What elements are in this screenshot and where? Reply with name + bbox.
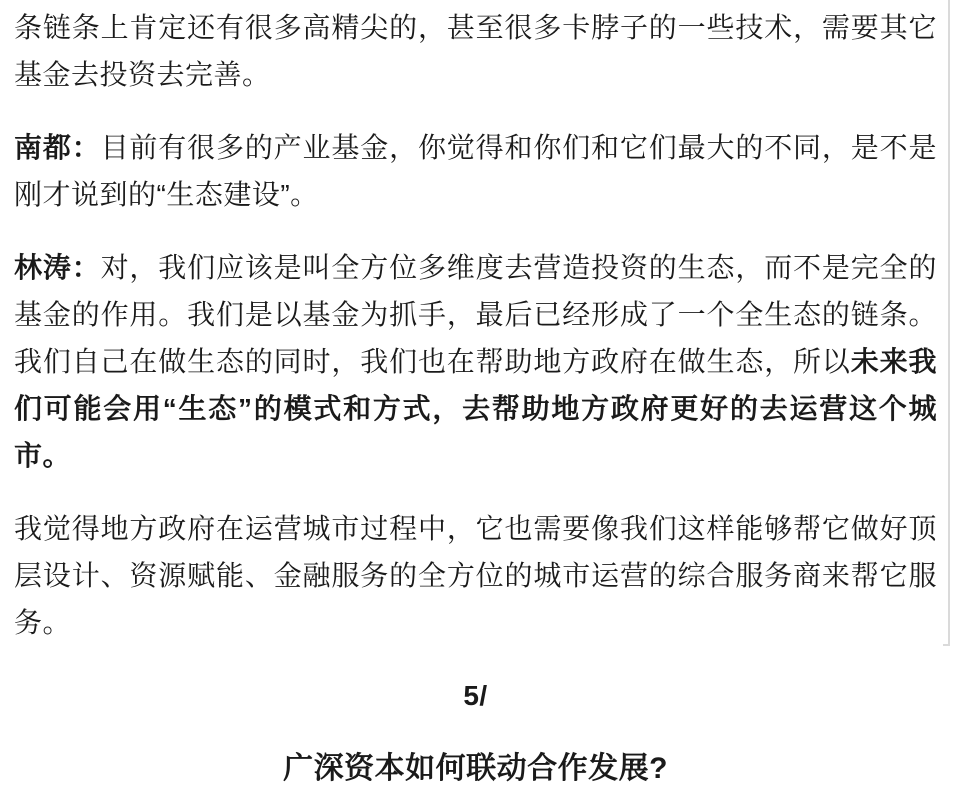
text-run: 我觉得地方政府在运营城市过程中，它也需要像我们这样能够帮它做好顶层设计、资源赋能、金融服务的全方位的城市运营的综合服务商来帮它服务。 <box>14 513 937 638</box>
section-number: 5/ <box>463 680 488 711</box>
article-paragraph <box>14 124 937 218</box>
article-paragraph <box>14 4 937 98</box>
text-run-bold: 林涛： <box>14 252 101 283</box>
text-run-bold: 南都： <box>14 132 101 163</box>
text-run: 对，我们应该是叫全方位多维度去营造投资的生态，而不是完全的基金的作用。我们是以基金为抓手，最后已经形成了一个全生态的链条。我们自己在做生态的同时，我们也在帮助地方政府在做生态，所以 <box>14 252 937 377</box>
article-paragraph <box>14 505 937 646</box>
article-paragraphs <box>14 4 937 646</box>
text-run-bold: 未来我们可能会用“生态”的模式和方式，去帮助地方政府更好的去运营这个城市。 <box>14 346 937 471</box>
text-run: 条链条上肯定还有很多高精尖的，甚至很多卡脖子的一些技术，需要其它基金去投资去完善。 <box>14 12 937 90</box>
text-run: 目前有很多的产业基金，你觉得和你们和它们最大的不同，是不是刚才说到的“生态建设”。 <box>14 132 937 210</box>
article-paragraph <box>14 244 937 479</box>
section-title: 广深资本如何联动合作发展? <box>283 752 668 785</box>
